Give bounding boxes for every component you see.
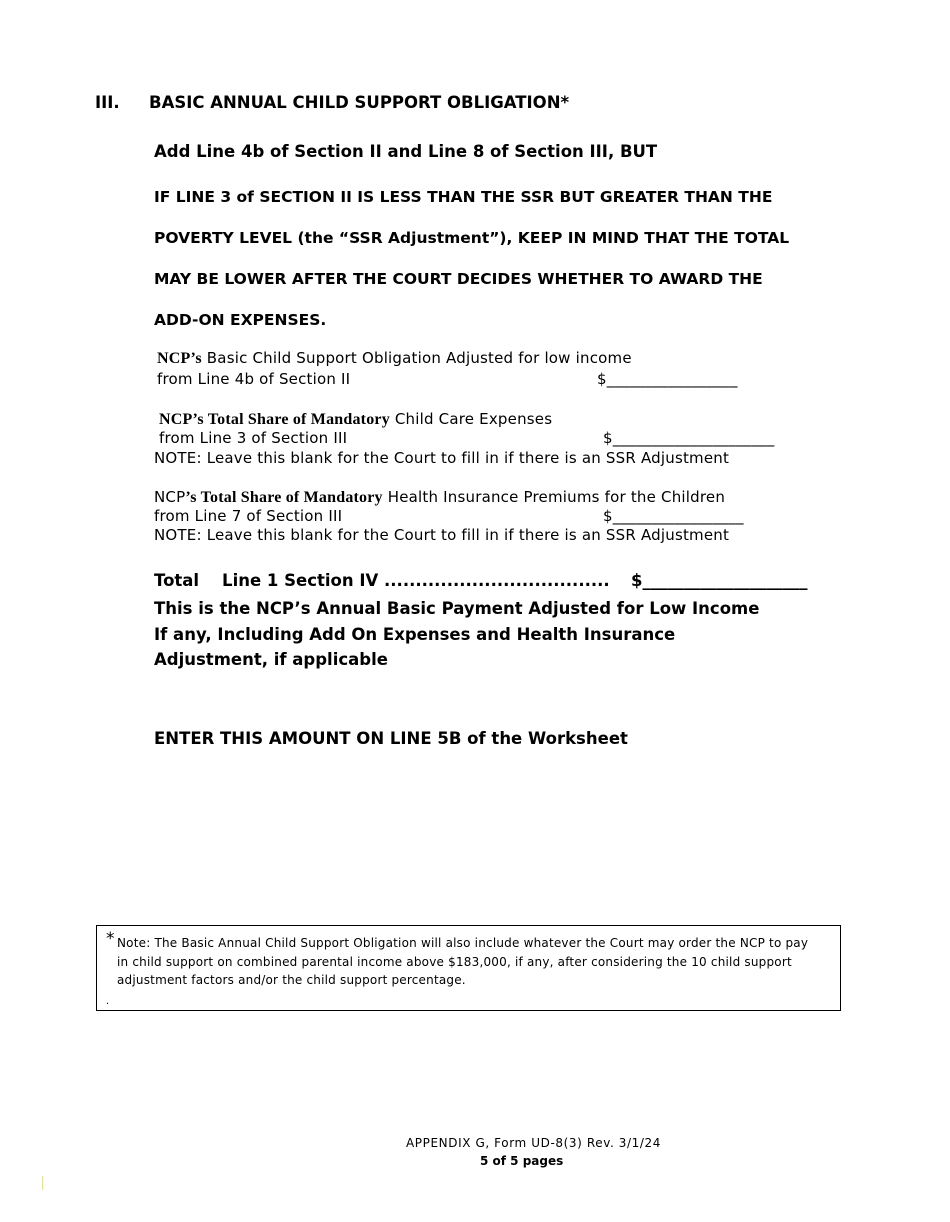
item1-lead: NCP’s (157, 350, 202, 367)
item2-line1 (159, 410, 552, 429)
item2-note: NOTE: Leave this blank for the Court to fill in if there is an SSR Adjustment (154, 449, 730, 467)
footnote-asterisk: * (106, 929, 115, 949)
warning-line: MAY BE LOWER AFTER THE COURT DECIDES WHETHER TO AWARD THE (154, 270, 763, 288)
warning-line: IF LINE 3 of SECTION II IS LESS THAN THE SSR BUT GREATER THAN THE (154, 188, 773, 206)
item3-lead-plain: NCP (154, 488, 186, 506)
total-desc-line: Adjustment, if applicable (154, 650, 388, 669)
warning-line: POVERTY LEVEL (the “SSR Adjustment”), KEEP IN MIND THAT THE TOTAL (154, 229, 790, 247)
total-amount-field[interactable]: $____________________ (631, 571, 808, 590)
instruction-text: Add Line 4b of Section II and Line 8 of Section III, BUT (154, 142, 658, 161)
item2-line2: from Line 3 of Section III (159, 429, 348, 447)
item2-line1-text: Child Care Expenses (389, 410, 553, 428)
total-desc-line: If any, Including Add On Expenses and Health Insurance (154, 625, 676, 644)
item1-line1 (157, 349, 632, 368)
enter-instruction: ENTER THIS AMOUNT ON LINE 5B of the Worksheet (154, 729, 628, 748)
total-desc-line: This is the NCP’s Annual Basic Payment Adjusted for Low Income (154, 599, 760, 618)
total-label: Total Line 1 Section IV .................................... (154, 571, 610, 590)
footnote-dot: . (106, 996, 110, 1007)
item3-line1 (154, 488, 725, 507)
footer-form-id: APPENDIX G, Form UD-8(3) Rev. 3/1/24 (406, 1136, 662, 1150)
text-cursor-marker (42, 1176, 43, 1190)
warning-line: ADD-ON EXPENSES. (154, 311, 327, 329)
item1-line2: from Line 4b of Section II (157, 370, 351, 388)
item3-note: NOTE: Leave this blank for the Court to fill in if there is an SSR Adjustment (154, 526, 730, 544)
footnote-line2: in child support on combined parental income above $183,000, if any, after considering the 10 child support (117, 955, 792, 969)
footnote-label: Note: (117, 936, 151, 950)
item3-line2: from Line 7 of Section III (154, 507, 343, 525)
item3-lead-bold: ’s Total Share of Mandatory (185, 489, 383, 506)
item3-line1-text: Health Insurance Premiums for the Children (382, 488, 726, 506)
footnote-text: The Basic Annual Child Support Obligation will also include whatever the Court may order the NCP to pay (150, 936, 809, 950)
section-number: III. (95, 93, 120, 112)
footnote-line3: adjustment factors and/or the child support percentage. (117, 973, 466, 987)
item2-lead: NCP’s Total Share of Mandatory (159, 411, 390, 428)
footnote-box (96, 925, 841, 1011)
footer-page-number: 5 of 5 pages (480, 1154, 564, 1168)
item2-amount-field[interactable]: $_____________________ (603, 429, 775, 447)
item1-line1-text: Basic Child Support Obligation Adjusted for low income (201, 349, 632, 367)
section-title: BASIC ANNUAL CHILD SUPPORT OBLIGATION* (149, 93, 570, 112)
item1-amount-field[interactable]: $_________________ (597, 370, 738, 388)
item3-amount-field[interactable]: $_________________ (603, 507, 744, 525)
footnote-line1 (117, 936, 808, 950)
